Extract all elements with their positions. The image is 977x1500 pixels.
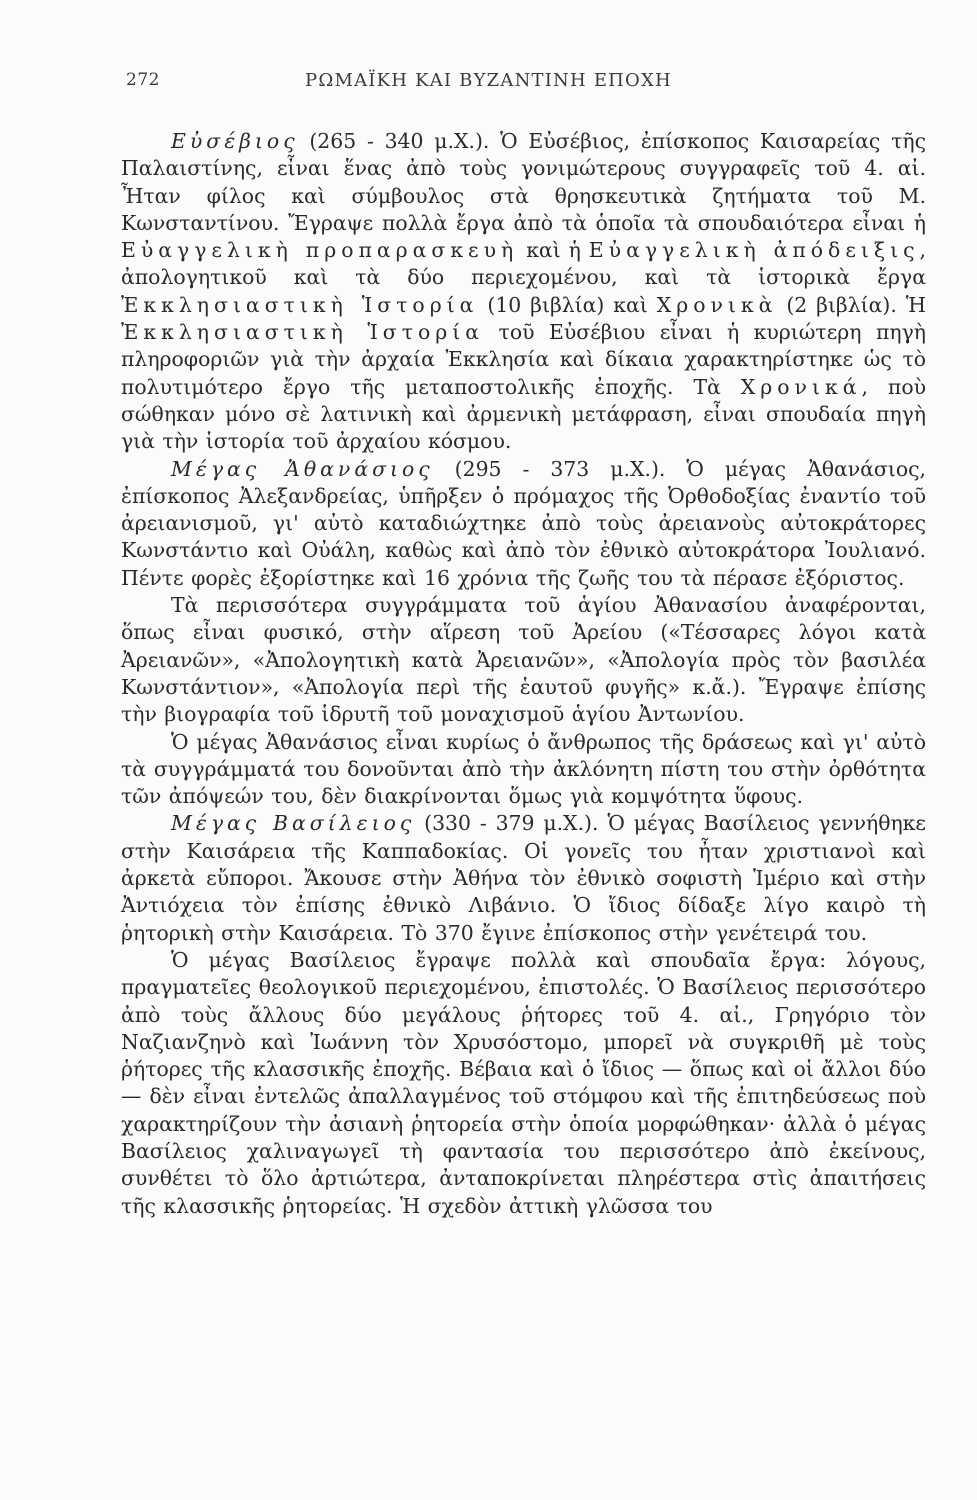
- spaced-title: Εὐαγγελικὴ ἀπόδειξις: [588, 238, 920, 263]
- text-run: Ὁ μέγας Βασίλειος ἔγραψε πολλὰ καὶ σπουδαῖα ἔργα: λόγους, πραγματεῖες θεολογικοῦ περιεχομένου, ἐπιστολές. Ὁ Βασίλειος περισσότερο ἀπὸ τοὺς ἄλλους δύο μεγάλους ῥήτορες τοῦ 4. αἰ., Γρηγόριο τὸν Ναζιανζηνὸ καὶ Ἰωάννη τὸν Χρυσόστομο, μπορεῖ νὰ συγκριθῆ μὲ τοὺς ῥήτορες τῆς κλασσικῆς ἐποχῆς. Βέβαια καὶ ὁ ἴδιος — ὅπως καὶ οἱ ἄλλοι δύο — δὲν εἶναι ἐντελῶς ἀπαλλαγμένος τοῦ στόμφου καὶ τῆς ἐπιτηδεύσεως ποὺ χαρακτηρίζουν τὴν ἀσιανὴ ῥητορεία στὴν ὁποία μορφώθηκαν· ἀλλὰ ὁ μέγας Βασίλειος χαλιναγωγεῖ τὴ φαντασία του περισσότερο ἀπὸ ἐκείνους, συνθέτει τὸ ὅλο ἀρτιώτερα, ἀνταποκρίνεται πληρέστερα στὶς ἀπαιτήσεις τῆς κλασσικῆς ῥητορείας. Ἡ σχεδὸν ἀττικὴ γλῶσσα του: [121, 947, 926, 1218]
- text-run: , ἀπολογητικοῦ καὶ τὰ δύο περιεχομένου, καὶ τὰ ἱστορικὰ ἔργα: [121, 238, 927, 290]
- spaced-title: Χρονικά: [740, 374, 862, 399]
- spaced-title: Μέγας Βασίλειος: [171, 811, 416, 836]
- paragraph-athanasius: [121, 456, 926, 592]
- text-run: (2 βιβλία). Ἡ: [777, 292, 926, 317]
- text-run: (10 βιβλία) καὶ: [478, 292, 657, 317]
- paragraph-eusebius: [121, 128, 926, 456]
- text-run: (265 - 340 μ.Χ.). Ὁ Εὐσέβιος, ἐπίσκοπος Καισαρείας τῆς Παλαιστίνης, εἶναι ἕνας ἀπὸ τοὺς γονιμώτερους συγγραφεῖς τοῦ 4. αἰ. Ἦταν φίλος καὶ σύμβουλος στὰ θρησκευτικὰ ζητήματα τοῦ Μ. Κωνσταντίνου. Ἔγραψε πολλὰ ἔργα ἀπὸ τὰ ὁποῖα τὰ σπουδαιότερα εἶναι ἡ: [121, 129, 926, 235]
- text-run: τοῦ Εὐσέβιου εἶναι ἡ κυριώτερη πηγὴ πληροφοριῶν γιὰ τὴν ἀρχαία Ἐκκλησία καὶ δίκαια χαρακτηρίστηκε ὡς τὸ πολυτιμότερο ἔργο τῆς μεταποστολικῆς ἐποχῆς. Τὰ: [121, 320, 926, 399]
- spaced-title: Χρονικὰ: [656, 292, 778, 317]
- running-title: ΡΩΜΑΪΚΗ ΚΑΙ ΒΥΖΑΝΤΙΝΗ ΕΠΟΧΗ: [305, 70, 672, 91]
- paragraph-athanasius-style: [121, 729, 926, 811]
- spaced-title: Ἐκκλησιαστικὴ Ἱστορία: [121, 320, 485, 345]
- page-number: 272: [126, 70, 160, 90]
- spaced-title: Εὐσέβιος: [171, 129, 299, 153]
- paragraph-basil-writings: [121, 947, 926, 1220]
- page-header: [0, 70, 977, 100]
- body-text: [121, 128, 926, 1220]
- spaced-title: Εὐαγγελικὴ προπαρασκευὴ: [121, 238, 519, 263]
- text-run: Τὰ περισσότερα συγγράμματα τοῦ ἁγίου Ἀθανασίου ἀναφέρονται, ὅπως εἶναι φυσικό, στὴν αἵρεση τοῦ Ἀρείου («Τέσσαρες λόγοι κατὰ Ἀρειανῶν», «Ἀπολογητικὴ κατὰ Ἀρειανῶν», «Ἀπολογία πρὸς τὸν βασιλέα Κωνστάντιον», «Ἀπολογία περὶ τῆς ἑαυτοῦ φυγῆς» κ.ἄ.). Ἔγραψε ἐπίσης τὴν βιογραφία τοῦ ἱδρυτῆ τοῦ μοναχισμοῦ ἁγίου Ἀντωνίου.: [121, 593, 926, 727]
- text-run: , ποὺ σώθηκαν μόνο σὲ λατινικὴ καὶ ἀρμενικὴ μετάφραση, εἶναι σπουδαία πηγὴ γιὰ τὴν ἱστορία τοῦ ἀρχαίου κόσμου.: [121, 374, 926, 454]
- paragraph-basil: [121, 810, 926, 946]
- text-run: (330 - 379 μ.Χ.). Ὁ μέγας Βασίλειος γεννήθηκε στὴν Καισάρεια τῆς Καππαδοκίας. Οἱ γονεῖς του ἦταν χριστιανοὶ καὶ ἀρκετὰ εὔποροι. Ἄκουσε στὴν Ἀθήνα τὸν ἐθνικὸ σοφιστὴ Ἱμέριο καὶ στὴν Ἀντιόχεια τὸν ἐπίσης ἐθνικὸ Λιβάνιο. Ὁ ἴδιος δίδαξε λίγο καιρὸ τὴ ῥητορικὴ στὴν Καισάρεια. Τὸ 370 ἔγινε ἐπίσκοπος στὴν γενέτειρά του.: [121, 811, 926, 945]
- text-run: καὶ ἡ: [518, 238, 589, 263]
- text-run: (295 - 373 μ.Χ.). Ὁ μέγας Ἀθανάσιος, ἐπίσκοπος Ἀλεξανδρείας, ὑπῆρξεν ὁ πρόμαχος τῆς Ὀρθοδοξίας ἐναντίο τοῦ ἀρειανισμοῦ, γι' αὐτὸ καταδιώχτηκε ἀπὸ τοὺς ἀρειανοὺς αὐτοκράτορες Κωνστάντιο καὶ Οὐάλη, καθὼς καὶ ἀπὸ τὸν ἐθνικὸ αὐτοκράτορα Ἰουλιανό. Πέντε φορὲς ἐξορίστηκε καὶ 16 χρόνια τῆς ζωῆς του τὰ πέρασε ἐξόριστος.: [121, 456, 926, 590]
- text-run: Ὁ μέγας Ἀθανάσιος εἶναι κυρίως ὁ ἄνθρωπος τῆς δράσεως καὶ γι' αὐτὸ τὰ συγγράμματά του δονοῦνται ἀπὸ τὴν ἀκλόνητη πίστη του στὴν ὀρθότητα τῶν ἀπόψεών του, δὲν διακρίνονται ὅμως γιὰ κομψότητα ὕφους.: [121, 729, 926, 809]
- spaced-title: Μέγας Ἀθανάσιος: [171, 456, 434, 481]
- paragraph-athanasius-writings: [121, 592, 926, 728]
- spaced-title: Ἐκκλησιαστικὴ Ἱστορία: [121, 292, 479, 317]
